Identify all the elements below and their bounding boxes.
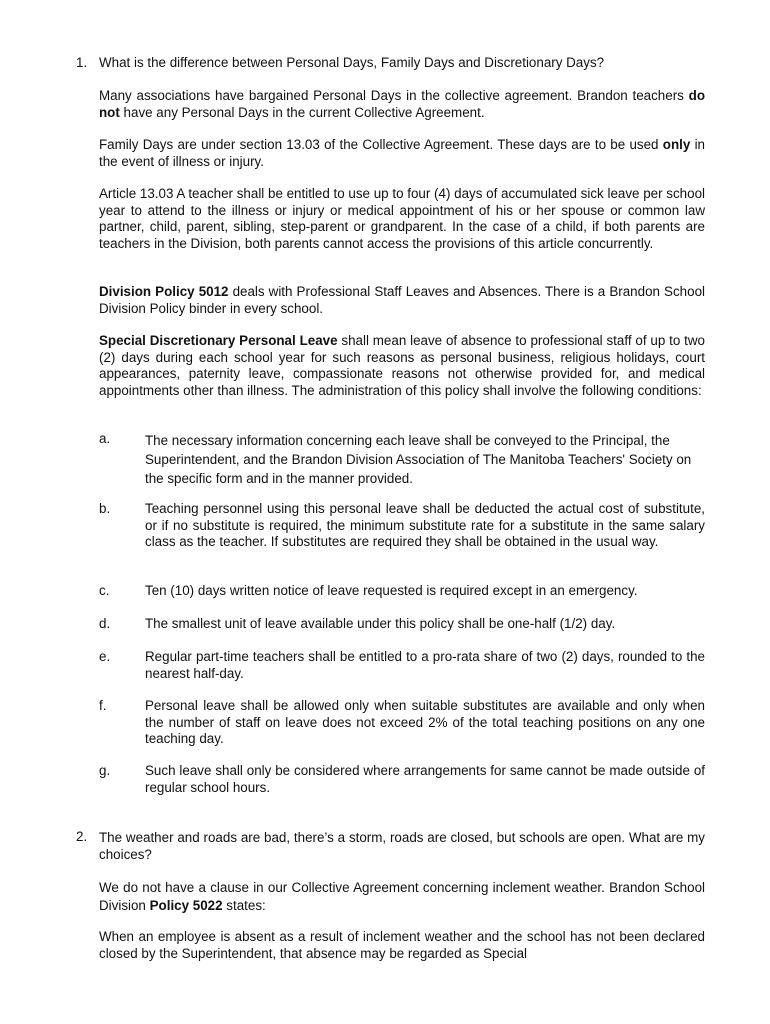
paragraph-family-days: Family Days are under section 13.03 of the Collective Agreement. These days are to be used only in the event of illness or injury. [99, 137, 705, 169]
list-item-label: f. [99, 698, 107, 713]
list-item-text: Such leave shall only be considered where arrangements for same cannot be made outside of regular school hours. [145, 763, 705, 795]
paragraph-inclement-weather: We do not have a clause in our Collective Agreement concerning inclement weather. Brandon School Division Policy 5022 states: [99, 880, 705, 913]
paragraph-policy-5022-quote: When an employee is absent as a result of inclement weather and the school has not been declared closed by the Superintendent, that absence may be regarded as Special [99, 929, 705, 961]
question-number: 1. [76, 55, 88, 70]
list-item-text: The smallest unit of leave available under this policy shall be one-half (1/2) day. [145, 616, 616, 631]
list-item-text: The necessary information concerning each leave shall be conveyed to the Principal, the Superintendent, and the Brandon Division Association of The Manitoba Teachers' Society on the specific form and in the manner provided. [145, 433, 692, 486]
paragraph-personal-days: Many associations have bargained Personal Days in the collective agreement. Brandon teachers do not have any Personal Days in the current Collective Agreement. [99, 88, 705, 120]
list-item-label: c. [99, 583, 110, 598]
list-item-label: d. [99, 616, 111, 631]
paragraph-article-1303: Article 13.03 A teacher shall be entitled to use up to four (4) days of accumulated sick leave per school year to attend to the illness or injury or medical appointment of his or her spouse or common law partner, child, parent, sibling, step-parent or grandparent. In the case of a child, if both parents are teachers in the Division, both parents cannot access the provisions of this article concurrently. [99, 186, 705, 251]
question-text: The weather and roads are bad, there’s a storm, roads are closed, but schools are open. What are my choices? [99, 830, 705, 862]
list-item-label: a. [99, 431, 111, 446]
list-item-text: Teaching personnel using this personal leave shall be deducted the actual cost of substitute, or if no substitute is required, the minimum substitute rate for a substitute in the same salary class as the teacher. If substitutes are required they shall be obtained in the usual way. [145, 501, 705, 550]
list-item-label: e. [99, 649, 111, 664]
list-item-label: b. [99, 501, 111, 516]
list-item-text: Ten (10) days written notice of leave requested is required except in an emergency. [145, 583, 638, 598]
list-item-text: Regular part-time teachers shall be entitled to a pro-rata share of two (2) days, rounded to the nearest half-day. [145, 649, 705, 681]
paragraph-discretionary-leave: Special Discretionary Personal Leave shall mean leave of absence to professional staff of up to two (2) days during each school year for such reasons as personal business, religious holidays, court appearances, paternity leave, compassionate reasons not otherwise provided for, and medical appointments other than illness. The administration of this policy shall involve the following conditions: [99, 333, 705, 398]
question-number: 2. [76, 829, 88, 844]
list-item-label: g. [99, 763, 111, 778]
paragraph-policy-5012: Division Policy 5012 deals with Professional Staff Leaves and Absences. There is a Brandon School Division Policy binder in every school. [99, 284, 705, 316]
list-item-text: Personal leave shall be allowed only when suitable substitutes are available and only when the number of staff on leave does not exceed 2% of the total teaching positions on any one teaching day. [145, 698, 705, 747]
question-text: What is the difference between Personal Days, Family Days and Discretionary Days? [99, 55, 605, 70]
